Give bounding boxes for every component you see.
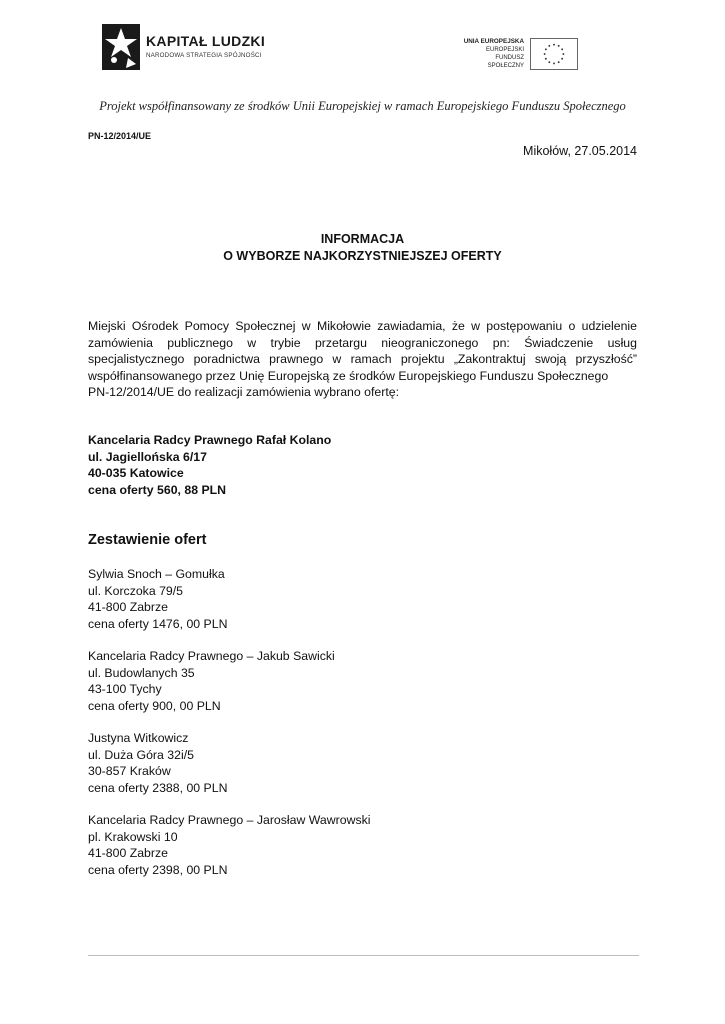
eu-logo-line2: EUROPEJSKI — [485, 47, 524, 53]
intro-paragraph — [88, 318, 637, 401]
logo-subtitle: NARODOWA STRATEGIA SPÓJNOŚCI — [146, 52, 262, 59]
selected-offer-city: 40-035 Katowice — [88, 466, 184, 481]
selected-offer-street: ul. Jagiellońska 6/17 — [88, 449, 207, 464]
selected-offer-name: Kancelaria Radcy Prawnego Rafał Kolano — [88, 433, 332, 447]
offer-item — [88, 730, 227, 796]
selected-offer-price: cena oferty 560, 88 PLN — [88, 482, 227, 497]
selected-offer — [88, 432, 331, 498]
cofinancing-tagline: Projekt współfinansowany ze środków Unii Europejskiej w ramach Europejskiego Funduszu Społecznego — [99, 99, 626, 113]
document-title: INFORMACJA — [320, 232, 405, 246]
offer-street: ul. Duża Góra 32i/5 — [88, 747, 194, 762]
eu-logo-line3: FUNDUSZ SPOŁECZNY — [487, 55, 524, 69]
offer-street: ul. Budowlanych 35 — [88, 665, 195, 680]
offer-name: Kancelaria Radcy Prawnego – Jarosław Wawrowski — [88, 813, 371, 827]
offer-city: 30-857 Kraków — [88, 764, 171, 779]
offer-city: 41-800 Zabrze — [88, 600, 168, 615]
eu-logo-line1: UNIA EUROPEJSKA — [463, 38, 524, 45]
offer-price: cena oferty 2398, 00 PLN — [88, 862, 228, 877]
intro-last-line: PN-12/2014/UE do realizacji zamówienia wybrano ofertę: — [88, 385, 399, 400]
offer-street: pl. Krakowski 10 — [88, 829, 178, 844]
offer-name: Kancelaria Radcy Prawnego – Jakub Sawicki — [88, 649, 335, 663]
kapital-ludzki-logo-icon — [102, 24, 140, 70]
document-subtitle: O WYBORZE NAJKORZYSTNIEJSZEJ OFERTY — [223, 249, 502, 263]
offer-item — [88, 566, 227, 632]
offer-item — [88, 812, 371, 878]
eu-logo — [460, 38, 595, 74]
reference-number: PN-12/2014/UE — [88, 131, 152, 141]
intro-text: Miejski Ośrodek Pomocy Społecznej w Mikołowie zawiadamia, że w postępowaniu o udzielenie zamówienia publicznego w trybie przetargu nieograniczonego pn: Świadczenie usług specjalistycznego poradnictwa prawnego w ramach projektu „Zakontraktuj swoją przyszłość” współfinansowanego przez Unię Europejską ze środków Europejskiego Funduszu Społecznego — [88, 319, 637, 383]
offer-price: cena oferty 1476, 00 PLN — [88, 616, 228, 631]
place-and-date: Mikołów, 27.05.2014 — [523, 144, 637, 158]
offers-section-title: Zestawienie ofert — [88, 532, 207, 548]
offer-name: Justyna Witkowicz — [88, 731, 189, 745]
kapital-ludzki-logo — [96, 20, 271, 72]
offer-item — [88, 648, 335, 714]
offer-city: 41-800 Zabrze — [88, 846, 168, 861]
eu-logo-text — [460, 38, 524, 70]
eu-flag-icon — [530, 38, 578, 70]
offer-name: Sylwia Snoch – Gomułka — [88, 567, 225, 581]
offer-price: cena oferty 900, 00 PLN — [88, 698, 221, 713]
footer-divider — [88, 955, 639, 956]
offer-street: ul. Korczoka 79/5 — [88, 583, 184, 598]
offer-price: cena oferty 2388, 00 PLN — [88, 780, 228, 795]
offer-city: 43-100 Tychy — [88, 682, 162, 697]
logo-title: KAPITAŁ LUDZKI — [146, 33, 266, 49]
